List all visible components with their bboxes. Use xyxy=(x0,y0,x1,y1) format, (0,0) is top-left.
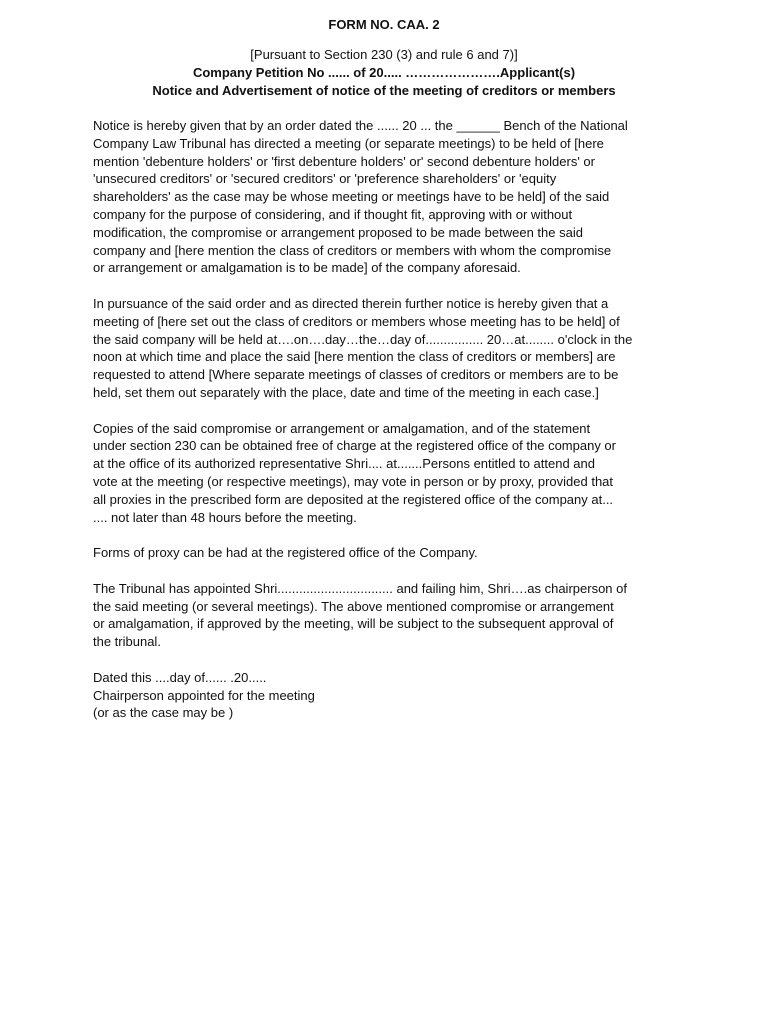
header-block xyxy=(0,46,768,100)
text-line: all proxies in the prescribed form are deposited at the registered office of the company at... xyxy=(93,491,614,507)
text-line: company for the purpose of considering, and if thought fit, approving with or without xyxy=(93,206,573,222)
text-line: the said meeting (or several meetings). The above mentioned compromise or arrangement xyxy=(93,598,614,614)
paragraph-proxy-forms xyxy=(93,544,683,562)
pursuant-line: [Pursuant to Section 230 (3) and rule 6 and 7)] xyxy=(250,47,518,62)
text-line: or amalgamation, if approved by the meeting, will be subject to the subsequent approval of xyxy=(93,616,614,632)
text-line: requested to attend [Where separate meetings of classes of creditors or members are to be xyxy=(93,367,619,383)
text-line: Forms of proxy can be had at the registered office of the Company. xyxy=(93,545,478,561)
notice-title: Notice and Advertisement of notice of the meeting of creditors or members xyxy=(152,83,616,98)
text-line: Company Law Tribunal has directed a meeting (or separate meetings) to be held of [here xyxy=(93,135,604,151)
chairperson-line: Chairperson appointed for the meeting xyxy=(93,687,315,703)
notice-body xyxy=(93,117,683,722)
text-line: at the office of its authorized representative Shri.... at.......Persons entitled to attend and xyxy=(93,456,595,472)
text-line: or arrangement or amalgamation is to be made] of the company aforesaid. xyxy=(93,260,521,276)
text-line: The Tribunal has appointed Shri................................ and failing him, Shri….as chairperson of xyxy=(93,580,627,596)
text-line: modification, the compromise or arrangement proposed to be made between the said xyxy=(93,224,583,240)
text-line: vote at the meeting (or respective meetings), may vote in person or by proxy, provided that xyxy=(93,473,614,489)
text-line: the tribunal. xyxy=(93,634,161,650)
case-note-line: (or as the case may be ) xyxy=(93,705,234,721)
paragraph-copies-and-proxies xyxy=(93,420,683,527)
text-line: In pursuance of the said order and as directed therein further notice is hereby given that a xyxy=(93,295,609,311)
paragraph-meeting-details xyxy=(93,295,683,402)
closing-block xyxy=(93,669,683,722)
text-line: Notice is hereby given that by an order dated the ...... 20 ... the ______ Bench of the National xyxy=(93,118,628,133)
text-line: under section 230 can be obtained free of charge at the registered office of the company or xyxy=(93,438,616,454)
text-line: 'unsecured creditors' or 'secured creditors' or 'preference shareholders' or 'equity xyxy=(93,171,557,187)
text-line: held, set them out separately with the place, date and time of the meeting in each case.] xyxy=(93,384,599,400)
paragraph-order-notice xyxy=(93,117,683,277)
text-line: company and [here mention the class of creditors or members with whom the compromise xyxy=(93,242,612,258)
form-title: FORM NO. CAA. 2 xyxy=(328,17,440,32)
text-line: .... not later than 48 hours before the meeting. xyxy=(93,509,357,525)
text-line: Copies of the said compromise or arrangement or amalgamation, and of the statement xyxy=(93,420,591,436)
text-line: meeting of [here set out the class of creditors or members whose meeting has to be held] of xyxy=(93,313,620,329)
paragraph-chairperson xyxy=(93,580,683,651)
text-line: the said company will be held at….on….day…the…day of................ 20…at........ o'clock in the xyxy=(93,331,633,347)
dated-line: Dated this ....day of...... .20..... xyxy=(93,669,267,685)
text-line: noon at which time and place the said [here mention the class of creditors or members] are xyxy=(93,349,616,365)
text-line: mention 'debenture holders' or 'first debenture holders' or' second debenture holders' or xyxy=(93,153,595,169)
text-line: shareholders' as the case may be whose meeting or meetings have to be held] of the said xyxy=(93,189,610,205)
company-petition-line: Company Petition No ...... of 20..... ………………….Applicant(s) xyxy=(192,65,576,80)
